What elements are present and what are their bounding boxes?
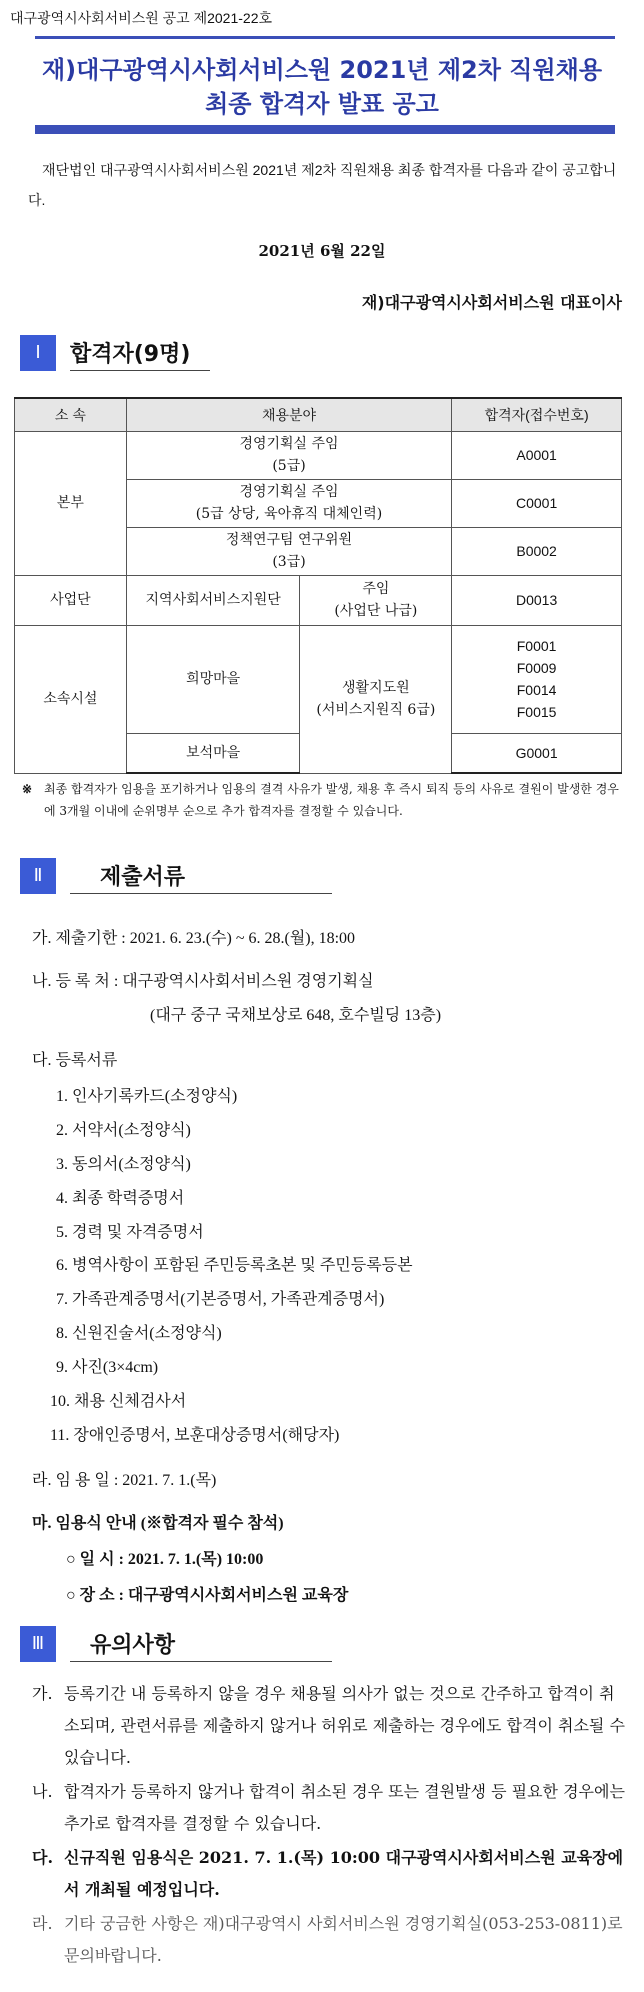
field-line: (3급) [272,554,306,570]
code: F0009 [516,660,557,676]
field-cell [126,431,451,479]
list-item: 5. 경력 및 자격증명서 [56,1224,204,1241]
section-3-number: Ⅲ [20,1626,56,1662]
section-3-header [20,1626,340,1662]
list-item: 3. 동의서(소정양식) [56,1156,191,1173]
notice-item-label: 나. [32,1782,53,1801]
list-item: 9. 사진(3×4cm) [56,1359,159,1376]
code-cell [452,431,622,479]
code: F0015 [516,704,557,720]
section-3-title: 유의사항 [90,1633,176,1658]
table-header-row [15,398,622,431]
title-rule-top [35,36,615,39]
field-cell [300,625,452,773]
list-item: 4. 최종 학력증명서 [56,1190,185,1207]
section-2-underline [70,893,332,894]
section-1-title: 합격자(9명) [70,342,191,367]
col-header-applicant: 합격자(접수번호) [452,398,622,431]
col-header-unit: 소 속 [15,398,127,431]
table-row [15,431,622,479]
list-item: 11. 장애인증명서, 보훈대상증명서(해당자) [50,1427,340,1444]
submit-place: 나. 등 록 처 : 대구광역시사회서비스원 경영기획실 [32,973,374,990]
ceremony-time: ○ 일 시 : 2021. 7. 1.(목) 10:00 [66,1551,264,1568]
section-2-number: Ⅱ [20,858,56,894]
org-signature: 재)대구광역시사회서비스원 대표이사 [361,293,622,312]
list-item: 10. 채용 신체검사서 [50,1393,187,1410]
list-item: 6. 병역사항이 포함된 주민등록초본 및 주민등록등본 [56,1257,413,1274]
list-item: 2. 서약서(소정양식) [56,1122,191,1139]
field-line: 주임 [362,581,390,597]
docs-title: 다. 등록서류 [32,1052,118,1069]
code: G0001 [515,744,558,761]
notice-date: 2021년 6월 22일 [258,242,386,260]
appoint-date: 라. 임 용 일 : 2021. 7. 1.(목) [32,1472,217,1489]
notice-item-text: 기타 궁금한 사항은 재)대구광역시 사회서비스원 경영기획실(053-253-0811)로 문의바랍니다. [64,1914,623,1965]
note-mark: ※ [22,782,33,796]
field-line: (사업단 나급) [334,603,418,619]
note-text: 최종 합격자가 임용을 포기하거나 임용의 결격 사유가 발생, 채용 후 즉시 퇴직 등의 사유로 결원이 발생한 경우에 3개월 이내에 순위명부 순으로 추가 합격자를 결정할 수 있습니다. [44,782,619,818]
table-note [22,778,627,822]
unit-cell: 소속시설 [15,625,127,773]
notice-item [32,1776,628,1840]
ceremony-title: 마. 임용식 안내 (※합격자 필수 참석) [32,1515,284,1532]
field-cell [126,479,451,527]
notice-number: 대구광역시사회서비스원 공고 제2021-22호 [10,10,273,26]
submit-deadline: 가. 제출기한 : 2021. 6. 23.(수) ~ 6. 28.(월), 18:00 [32,930,356,947]
code: A0001 [516,447,557,463]
center-cell: 지역사회서비스지원단 [126,575,300,625]
section-2-title: 제출서류 [100,865,186,890]
page-title: 재)대구광역시사회서비스원 2021년 제2차 직원채용 [41,56,603,84]
field-line: (서비스지원직 6급) [316,702,436,718]
code-cell [452,733,622,773]
code: D0013 [515,592,558,608]
code: B0002 [516,543,557,559]
list-item: 8. 신원진술서(소정양식) [56,1325,222,1342]
ceremony-place: ○ 장 소 : 대구광역시사회서비스원 교육장 [66,1587,349,1604]
notice-item [32,1908,628,1972]
code-cell [452,575,622,625]
code: F0001 [516,638,557,654]
field-line: (5급) [272,458,306,474]
section-2-header [20,858,340,894]
code-cell [452,479,622,527]
col-header-field: 채용분야 [126,398,451,431]
facility-cell: 보석마을 [126,733,300,773]
code-cell [452,527,622,575]
notice-item-text: 등록기간 내 등록하지 않을 경우 채용될 의사가 없는 것으로 간주하고 합격이 취소되며, 관련서류를 제출하지 않거나 허위로 제출하는 경우에도 합격이 취소될 수 있습니다. [64,1684,625,1767]
code: F0014 [516,682,557,698]
field-line: (5급 상당, 육아휴직 대체인력) [195,506,383,522]
section-1-header [20,335,220,371]
table-row [15,575,622,625]
submit-address: (대구 중구 국채보상로 648, 호수빌딩 13층) [150,1007,442,1024]
notice-item-text: 신규직원 임용식은 2021. 7. 1.(목) 10:00 대구광역시사회서비스원 교육장에서 개최될 예정입니다. [64,1848,624,1899]
code: C0001 [515,495,558,511]
field-cell [300,575,452,625]
notice-item-label: 라. [32,1914,53,1933]
list-item: 1. 인사기록카드(소정양식) [56,1088,238,1105]
table-row [15,625,622,733]
notice-item [32,1842,628,1906]
field-line: 정책연구팀 연구위원 [225,532,353,548]
notice-item [32,1678,628,1774]
section-3-underline [70,1661,332,1662]
field-line: 경영기획실 주임 [239,484,339,500]
code-cell [452,625,622,733]
list-item: 7. 가족관계증명서(기본증명서, 가족관계증명서) [56,1291,385,1308]
unit-cell: 본부 [15,431,127,575]
section-1-number: Ⅰ [20,335,56,371]
field-line: 생활지도원 [342,680,410,696]
notice-item-label: 다. [32,1848,54,1867]
title-rule-bottom [35,125,615,134]
section-1-underline [70,370,210,371]
page-subtitle: 최종 합격자 발표 공고 [205,90,439,118]
notice-item-text: 합격자가 등록하지 않거나 합격이 취소된 경우 또는 결원발생 등 필요한 경우에는 추가로 합격자를 결정할 수 있습니다. [64,1782,625,1833]
facility-cell: 희망마을 [126,625,300,733]
field-cell [126,527,451,575]
unit-cell: 사업단 [15,575,127,625]
recruit-table [14,397,622,774]
notice-item-label: 가. [32,1684,53,1703]
field-line: 경영기획실 주임 [239,436,339,452]
intro-text: 재단법인 대구광역시사회서비스원 2021년 제2차 직원채용 최종 합격자를 다음과 같이 공고합니다. [28,162,617,208]
